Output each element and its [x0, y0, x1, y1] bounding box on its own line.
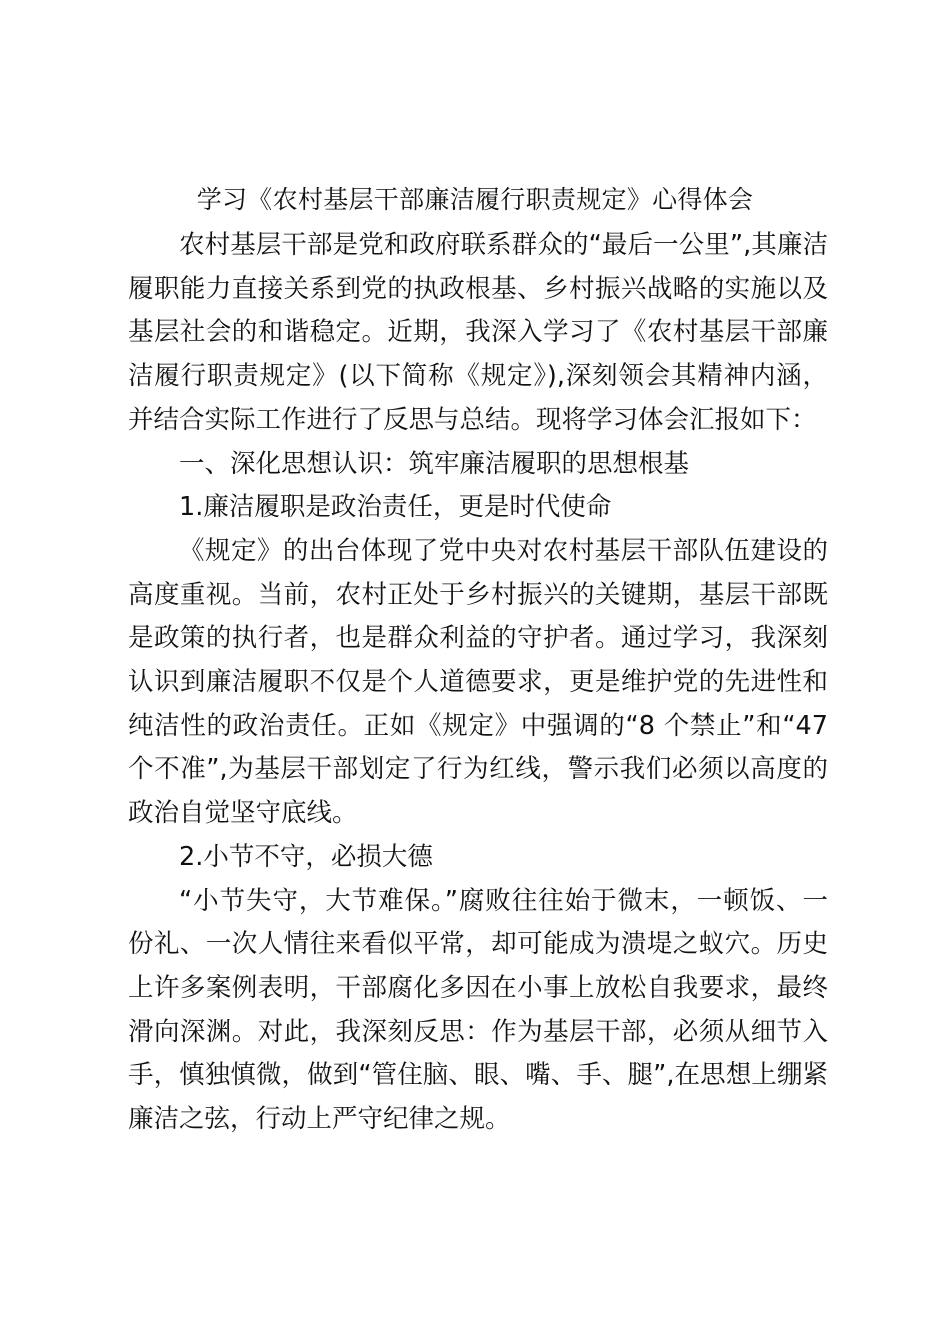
section-heading: 一、深化思想认识：筑牢廉洁履职的思想根基 [179, 448, 690, 479]
intro-paragraph: 农村基层干部是党和政府联系群众的“最后一公里”,其廉洁履职能力直接关系到党的执政根基、乡村振兴战略的实施以及基层社会的和谐稳定。近期，我深入学习了《农村基层干部廉洁履行职责规定》(以下简称《规定》),深刻领会其精神内涵，并结合实际工作进行了反思与总结。现将学习体会汇报如下： [128, 230, 828, 435]
document-body [128, 224, 828, 1142]
subsection-heading: 1.廉洁履职是政治责任，更是时代使命 [179, 492, 612, 523]
body-paragraph: “小节失守，大节难保。”腐败往往始于微末，一顿饭、一份礼、一次人情往来看似平常，却可能成为溃堤之蚁穴。历史上许多案例表明，干部腐化多因在小事上放松自我要求，最终滑向深渊。对此，我深刻反思：作为基层干部，必须从细节入手，慎独慎微，做到“管住脑、眼、嘴、手、腿”,在思想上绷紧廉洁之弦，行动上严守纪律之规。 [128, 885, 828, 1135]
subsection-heading: 2.小节不守，必损大德 [179, 841, 433, 872]
body-paragraph: 《规定》的出台体现了党中央对农村基层干部队伍建设的高度重视。当前，农村正处于乡村振兴的关键期，基层干部既是政策的执行者，也是群众利益的守护者。通过学习，我深刻认识到廉洁履职不仅是个人道德要求，更是维护党的先进性和纯洁性的政治责任。正如《规定》中强调的“8 个禁止”和“47个不准”,为基层干部划定了行为红线，警示我们必须以高度的政治自觉坚守底线。 [128, 535, 828, 829]
document-title: 学习《农村基层干部廉洁履行职责规定》心得体会 [196, 185, 754, 214]
